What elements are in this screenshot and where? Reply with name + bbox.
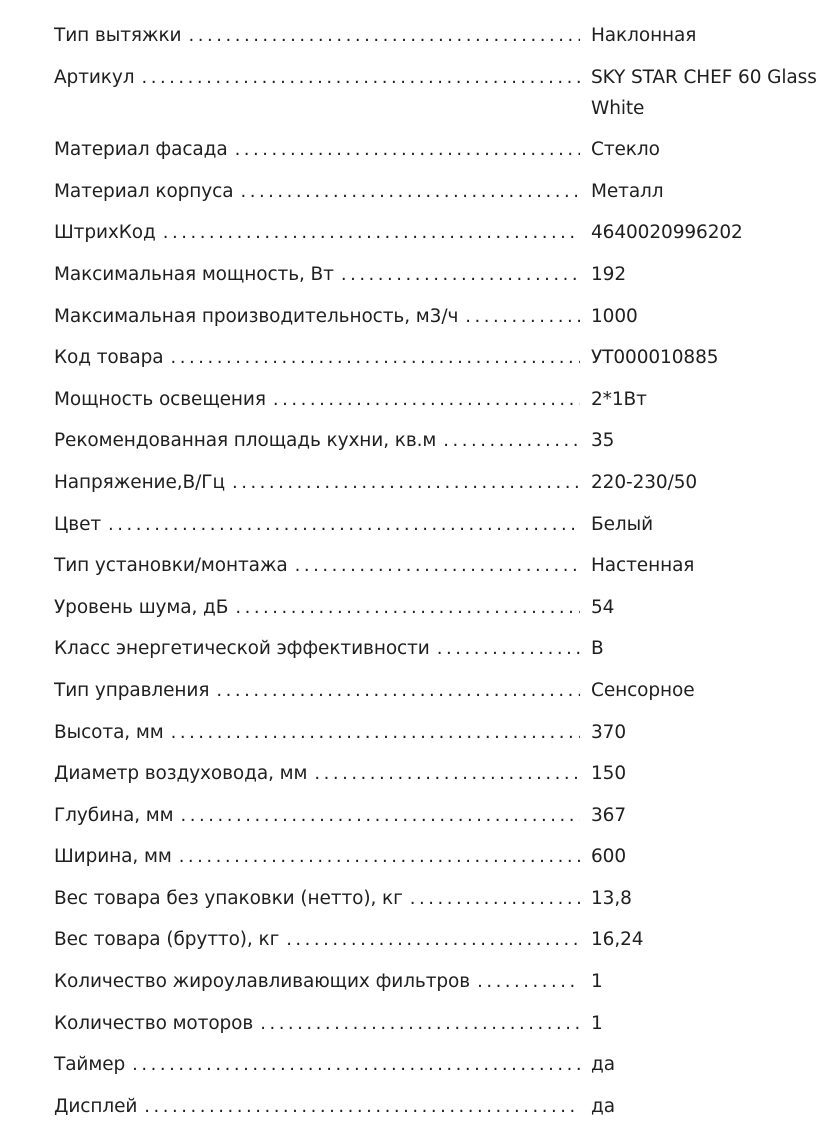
spec-label: Код товара: [54, 347, 164, 369]
spec-value: 4640020996202: [591, 222, 743, 244]
spec-row: [54, 176, 834, 207]
spec-value: 13,8: [591, 887, 632, 909]
dot-leader: [477, 966, 580, 997]
spec-value: Наклонная: [591, 25, 697, 46]
dot-leader: [314, 758, 580, 789]
spec-row: [54, 924, 834, 955]
dot-leader: [273, 384, 580, 415]
spec-label: Напряжение,В/Гц: [54, 471, 225, 493]
dot-leader: [141, 62, 580, 93]
dot-leader: [260, 1008, 580, 1039]
dot-leader: [240, 176, 580, 207]
spec-value: Белый: [591, 513, 654, 535]
dot-leader: [235, 592, 580, 623]
dot-leader: [144, 1091, 580, 1122]
spec-label: Глубина, мм: [54, 804, 174, 826]
spec-value: 600: [591, 846, 627, 868]
spec-row: [54, 301, 834, 332]
spec-label: Уровень шума, дБ: [54, 596, 229, 618]
dot-leader: [181, 800, 581, 831]
spec-row: [54, 425, 834, 456]
spec-label: Рекомендованная площадь кухни, кв.м: [54, 430, 437, 452]
spec-value: SKY STAR CHEF 60 Glass White: [591, 66, 817, 119]
spec-label: Ширина, мм: [54, 846, 172, 868]
dot-leader: [179, 841, 580, 872]
spec-label: Материал корпуса: [54, 180, 234, 202]
dot-leader: [437, 633, 580, 664]
spec-label: Диаметр воздуховода, мм: [54, 763, 308, 785]
spec-value: 367: [591, 804, 627, 826]
spec-row: [54, 342, 834, 373]
spec-label: Вес товара (брутто), кг: [54, 929, 280, 951]
spec-label: Тип вытяжки: [54, 25, 182, 46]
dot-leader: [163, 217, 580, 248]
spec-row: [54, 592, 834, 623]
spec-row: [54, 20, 834, 51]
dot-leader: [132, 1049, 580, 1080]
spec-value: 54: [591, 596, 615, 618]
spec-value: Сенсорное: [591, 679, 695, 701]
spec-row: [54, 217, 834, 248]
spec-label: Тип установки/монтажа: [54, 555, 288, 577]
dot-leader: [341, 259, 580, 290]
dot-leader: [286, 924, 580, 955]
dot-leader: [232, 467, 580, 498]
spec-row: [54, 509, 834, 540]
spec-label: Количество жироулавливающих фильтров: [54, 971, 471, 993]
spec-value: 1: [591, 971, 603, 993]
spec-label: Дисплей: [54, 1095, 138, 1117]
spec-value: 2*1Вт: [591, 388, 647, 410]
spec-row: [54, 384, 834, 415]
spec-row: [54, 1091, 834, 1122]
spec-label: Таймер: [54, 1054, 126, 1076]
dot-leader: [188, 20, 580, 51]
spec-value: да: [591, 1054, 615, 1076]
spec-label: Высота, мм: [54, 721, 164, 743]
spec-value: 192: [591, 263, 627, 285]
spec-value: 1: [591, 1012, 603, 1034]
spec-row: [54, 758, 834, 789]
spec-value: 35: [591, 430, 615, 452]
dot-leader: [443, 425, 580, 456]
spec-value: УТ000010885: [591, 347, 719, 369]
spec-row: [54, 550, 834, 581]
spec-label: Тип управления: [54, 679, 210, 701]
dot-leader: [216, 675, 580, 706]
spec-value: 1000: [591, 305, 638, 327]
dot-leader: [171, 717, 580, 748]
spec-label: Вес товара без упаковки (нетто), кг: [54, 887, 403, 909]
dot-leader: [235, 134, 580, 165]
dot-leader: [295, 550, 580, 581]
specifications-list: [54, 20, 834, 1132]
dot-leader: [410, 883, 580, 914]
spec-label: ШтрихКод: [54, 222, 156, 244]
spec-value: Стекло: [591, 139, 660, 161]
spec-row: [54, 841, 834, 872]
spec-row: [54, 62, 834, 124]
spec-label: Артикул: [54, 66, 135, 88]
spec-label: Класс энергетической эффективности: [54, 638, 430, 660]
dot-leader: [465, 301, 580, 332]
spec-value: да: [591, 1095, 615, 1117]
dot-leader: [108, 509, 580, 540]
spec-value: Настенная: [591, 555, 695, 577]
spec-value: B: [591, 638, 604, 660]
spec-row: [54, 1049, 834, 1080]
spec-value: Металл: [591, 180, 664, 202]
spec-row: [54, 259, 834, 290]
spec-row: [54, 467, 834, 498]
spec-value: 150: [591, 763, 627, 785]
spec-value: 16,24: [591, 929, 644, 951]
spec-row: [54, 1008, 834, 1039]
spec-row: [54, 966, 834, 997]
spec-row: [54, 800, 834, 831]
spec-row: [54, 633, 834, 664]
spec-row: [54, 675, 834, 706]
spec-label: Мощность освещения: [54, 388, 266, 410]
spec-row: [54, 717, 834, 748]
spec-value: 370: [591, 721, 627, 743]
spec-value: 220-230/50: [591, 471, 698, 493]
spec-label: Максимальная мощность, Вт: [54, 263, 334, 285]
spec-label: Максимальная производительность, м3/ч: [54, 305, 459, 327]
spec-label: Количество моторов: [54, 1012, 254, 1034]
dot-leader: [171, 342, 580, 373]
spec-row: [54, 883, 834, 914]
spec-row: [54, 134, 834, 165]
spec-label: Цвет: [54, 513, 102, 535]
spec-label: Материал фасада: [54, 139, 228, 161]
